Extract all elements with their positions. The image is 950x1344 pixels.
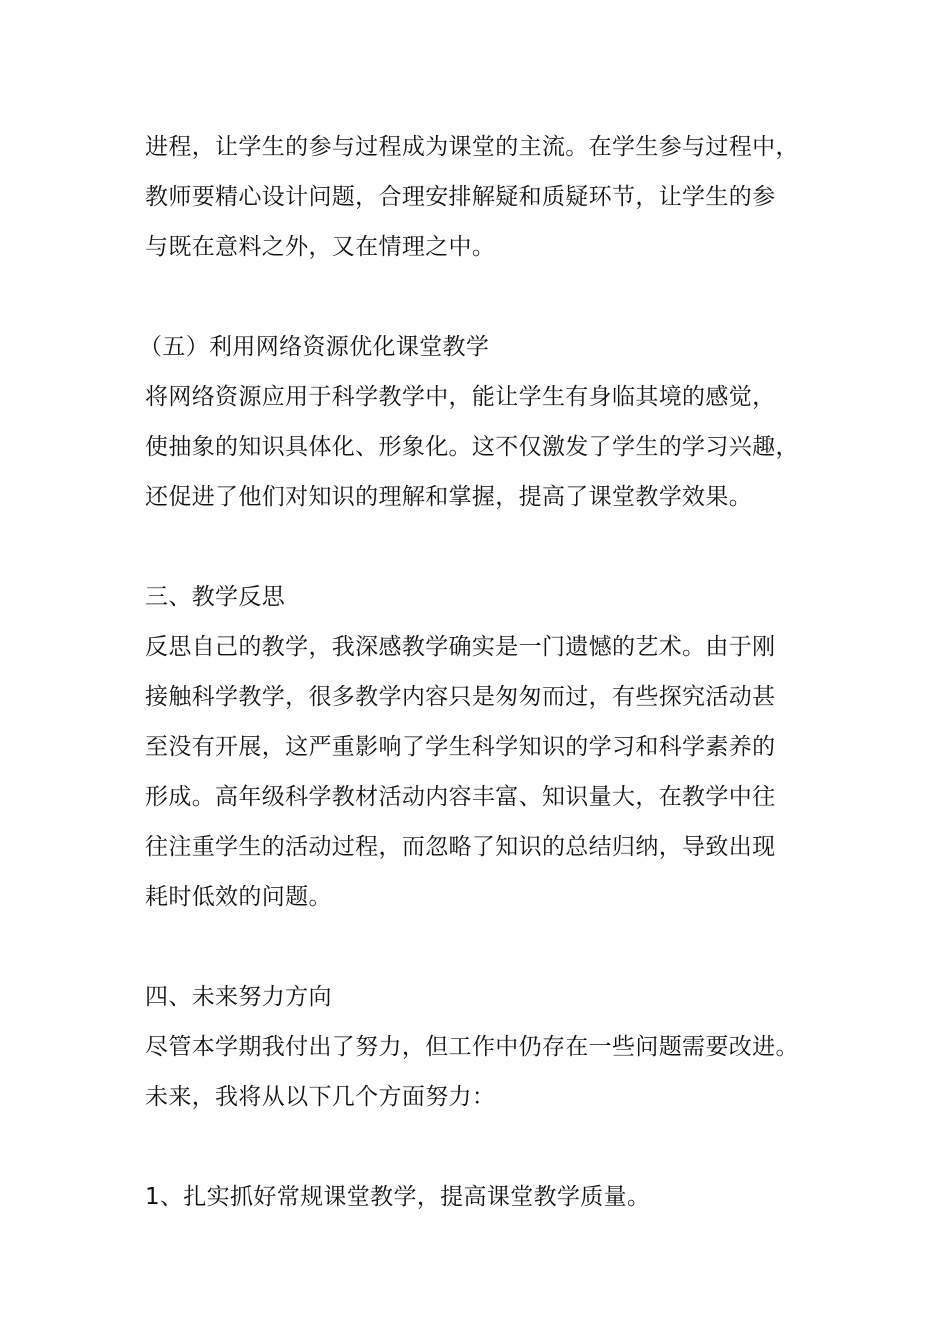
section-heading-5: （五）利用网络资源优化课堂教学: [139, 334, 490, 360]
blank-line: [145, 1122, 845, 1172]
paragraph-line: 反思自己的教学，我深感教学确实是一门遗憾的艺术。由于刚: [145, 634, 776, 660]
paragraph-line: 将网络资源应用于科学教学中，能让学生有身临其境的感觉，: [145, 384, 776, 410]
document-body: [139, 122, 845, 1222]
section-heading-teaching-reflection: 三、教学反思: [145, 584, 286, 610]
paragraph-line: 未来，我将从以下几个方面努力：: [145, 1084, 496, 1110]
paragraph-line: 与既在意料之外，又在情理之中。: [145, 234, 496, 260]
paragraph-line: 尽管本学期我付出了努力，但工作中仍存在一些问题需要改进。: [145, 1034, 799, 1060]
paragraph-line: 进程，让学生的参与过程成为课堂的主流。在学生参与过程中，: [145, 134, 799, 160]
paragraph-line: 教师要精心设计问题，合理安排解疑和质疑环节，让学生的参: [145, 184, 776, 210]
blank-line: [145, 272, 845, 322]
section-heading-future-direction: 四、未来努力方向: [145, 984, 332, 1010]
blank-line: [145, 522, 845, 572]
paragraph-line: 接触科学教学，很多教学内容只是匆匆而过，有些探究活动甚: [145, 684, 776, 710]
list-item: 1、扎实抓好常规课堂教学，提高课堂教学质量。: [145, 1184, 651, 1210]
paragraph-line: 还促进了他们对知识的理解和掌握，提高了课堂教学效果。: [145, 484, 753, 510]
paragraph-line: 往注重学生的活动过程，而忽略了知识的总结归纳，导致出现: [145, 834, 776, 860]
paragraph-line: 使抽象的知识具体化、形象化。这不仅激发了学生的学习兴趣，: [145, 434, 799, 460]
paragraph-line: 形成。高年级科学教材活动内容丰富、知识量大，在教学中往: [145, 784, 776, 810]
blank-line: [145, 922, 845, 972]
paragraph-line: 耗时低效的问题。: [145, 884, 332, 910]
paragraph-line: 至没有开展，这严重影响了学生科学知识的学习和科学素养的: [145, 734, 776, 760]
